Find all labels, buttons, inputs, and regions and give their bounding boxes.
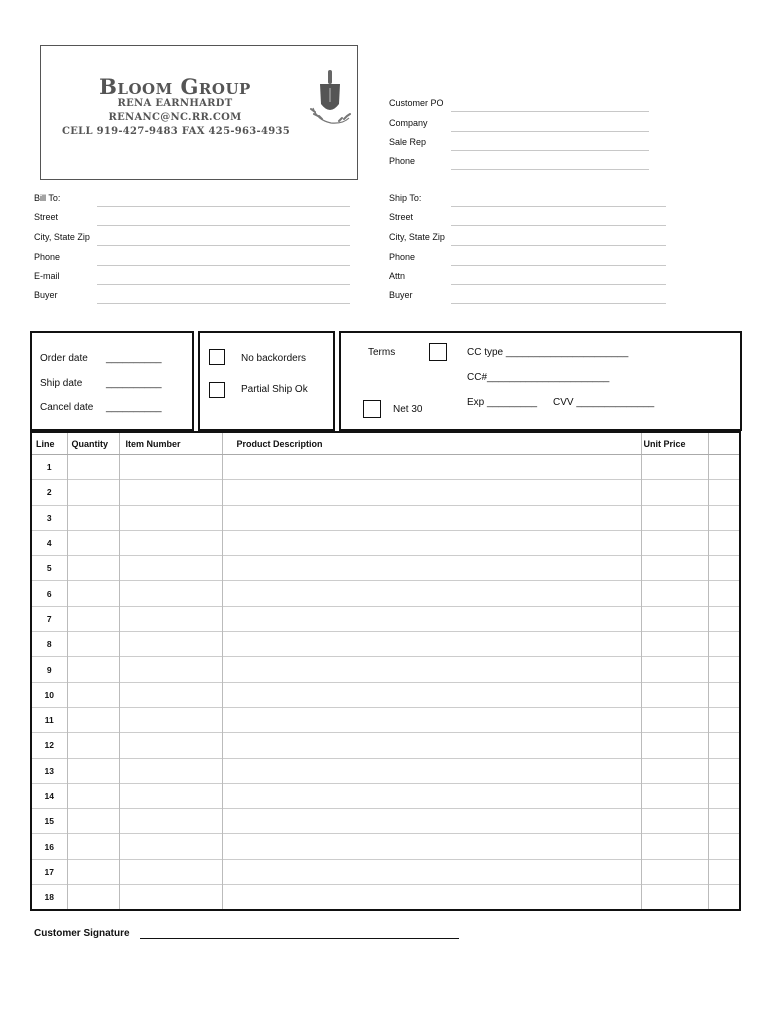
extra-cell[interactable] [708,682,739,707]
col-line: Line [32,433,67,455]
quantity-cell[interactable] [67,758,119,783]
terms-checkbox[interactable] [429,343,447,361]
ship-to-label: Ship To: [389,193,422,203]
line-cell: 5 [32,556,67,581]
customer-po-field[interactable] [451,111,649,112]
table-row [32,530,739,555]
partial-ship-checkbox[interactable] [209,382,225,398]
extra-cell[interactable] [708,581,739,606]
table-row [32,606,739,631]
col-extra [708,433,739,455]
bill-to-field[interactable] [97,206,350,207]
line-items-table [30,431,741,911]
unit-price-cell[interactable] [641,606,708,631]
item-number-cell[interactable] [119,783,222,808]
ship-attn-label: Attn [389,271,406,281]
bill-buyer-label: Buyer [34,290,58,300]
payment-panel [339,331,742,431]
dates-panel [30,331,194,431]
bill-street-label: Street [34,212,59,222]
item-number-cell[interactable] [119,657,222,682]
unit-price-cell[interactable] [641,809,708,834]
line-cell: 18 [32,885,67,910]
item-number-cell[interactable] [119,530,222,555]
description-cell[interactable] [222,682,641,707]
line-cell: 2 [32,480,67,505]
description-cell[interactable] [222,530,641,555]
line-cell: 15 [32,809,67,834]
unit-price-cell[interactable] [641,859,708,884]
table-row [32,834,739,859]
unit-price-cell[interactable] [641,455,708,480]
item-number-cell[interactable] [119,556,222,581]
extra-cell[interactable] [708,632,739,657]
line-cell: 12 [32,733,67,758]
item-number-cell[interactable] [119,809,222,834]
bill-phone-field[interactable] [97,265,350,266]
cvv-field[interactable]: CVV ______________ [553,397,655,408]
item-number-cell[interactable] [119,834,222,859]
ship-street-label: Street [389,212,414,222]
ship-buyer-label: Buyer [389,290,413,300]
table-row [32,581,739,606]
table-row [32,556,739,581]
description-cell[interactable] [222,859,641,884]
item-number-cell[interactable] [119,455,222,480]
item-number-cell[interactable] [119,733,222,758]
item-number-cell[interactable] [119,606,222,631]
table-row [32,657,739,682]
table-row [32,707,739,732]
line-cell: 3 [32,505,67,530]
bill-to-label: Bill To: [34,193,61,203]
cc-number-field[interactable]: CC#______________________ [467,372,610,383]
ship-attn-field[interactable] [451,284,666,285]
description-cell[interactable] [222,885,641,910]
line-cell: 4 [32,530,67,555]
item-number-cell[interactable] [119,632,222,657]
quantity-cell[interactable] [67,783,119,808]
terms-label: Terms [368,347,396,358]
ship-street-field[interactable] [451,225,666,226]
cancel-date-field[interactable]: __________ [106,402,162,413]
extra-cell[interactable] [708,859,739,884]
line-cell: 17 [32,859,67,884]
net30-label: Net 30 [393,404,423,415]
line-cell: 13 [32,758,67,783]
item-number-cell[interactable] [119,505,222,530]
description-cell[interactable] [222,758,641,783]
net30-checkbox[interactable] [363,400,381,418]
cancel-date-label: Cancel date [40,402,94,413]
item-number-cell[interactable] [119,707,222,732]
description-cell[interactable] [222,733,641,758]
quantity-cell[interactable] [67,834,119,859]
description-cell[interactable] [222,657,641,682]
col-unit-price: Unit Price [641,433,708,455]
table-row [32,809,739,834]
line-cell: 7 [32,606,67,631]
company-label: Company [389,118,428,128]
customer-signature-field[interactable] [140,938,459,939]
cc-type-field[interactable]: CC type ______________________ [467,347,629,358]
bill-email-field[interactable] [97,284,350,285]
unit-price-cell[interactable] [641,733,708,758]
extra-cell[interactable] [708,505,739,530]
ship-city-field[interactable] [451,245,666,246]
quantity-cell[interactable] [67,809,119,834]
line-cell: 1 [46,462,52,473]
ship-date-label: Ship date [40,378,83,389]
phone-label: Phone [389,156,416,166]
bill-phone-label: Phone [34,252,61,262]
ship-phone-field[interactable] [451,265,666,266]
description-cell[interactable] [222,632,641,657]
unit-price-cell[interactable] [641,480,708,505]
unit-price-cell[interactable] [641,657,708,682]
unit-price-cell[interactable] [641,581,708,606]
quantity-cell[interactable] [67,455,119,480]
quantity-cell[interactable] [67,606,119,631]
sale-rep-label: Sale Rep [389,137,427,147]
description-cell[interactable] [222,505,641,530]
line-cell: 8 [32,632,67,657]
col-product-description: Product Description [222,433,641,455]
unit-price-cell[interactable] [641,758,708,783]
trowel-icon [309,68,351,132]
unit-price-cell[interactable] [641,885,708,910]
unit-price-cell[interactable] [641,632,708,657]
bill-street-field[interactable] [97,225,350,226]
description-cell[interactable] [222,455,641,480]
table-row [32,455,739,480]
no-backorders-checkbox[interactable] [209,349,225,365]
table-row [32,632,739,657]
line-cell: 16 [32,834,67,859]
item-number-cell[interactable] [119,758,222,783]
bill-city-field[interactable] [97,245,350,246]
order-date-label: Order date [40,353,88,364]
quantity-cell[interactable] [67,556,119,581]
shipping-options-panel [198,331,335,431]
extra-cell[interactable] [708,606,739,631]
unit-price-cell[interactable] [641,556,708,581]
description-cell[interactable] [222,707,641,732]
unit-price-cell[interactable] [641,505,708,530]
line-cell: 10 [32,682,67,707]
unit-price-cell[interactable] [641,707,708,732]
bill-email-label: E-mail [34,271,60,281]
table-row [32,885,739,910]
line-cell: 14 [32,783,67,808]
unit-price-cell[interactable] [641,530,708,555]
extra-cell[interactable] [708,657,739,682]
col-item-number: Item Number [119,433,222,455]
table-row [32,859,739,884]
extra-cell[interactable] [708,530,739,555]
table-row [32,505,739,530]
company-name: Bloom Group [99,74,251,99]
company-field[interactable] [451,131,649,132]
item-number-cell[interactable] [119,885,222,910]
item-number-cell[interactable] [119,682,222,707]
logo-card [40,45,358,180]
table-body [32,455,739,910]
quantity-cell[interactable] [67,505,119,530]
description-cell[interactable] [222,783,641,808]
quantity-cell[interactable] [67,632,119,657]
quantity-cell[interactable] [67,480,119,505]
item-number-cell[interactable] [119,581,222,606]
table-row [32,783,739,808]
extra-cell[interactable] [708,885,739,910]
quantity-cell[interactable] [67,885,119,910]
extra-cell[interactable] [708,809,739,834]
quantity-cell[interactable] [67,581,119,606]
extra-cell[interactable] [708,556,739,581]
quantity-cell[interactable] [67,682,119,707]
customer-signature-label: Customer Signature [34,928,130,939]
col-quantity: Quantity [67,433,119,455]
description-cell[interactable] [222,556,641,581]
contact-name: RENA EARNHARDT [117,98,233,109]
contact-phone-fax: CELL 919-427-9483 FAX 425-963-4935 [61,126,291,137]
item-number-cell[interactable] [119,480,222,505]
extra-cell[interactable] [708,455,739,480]
unit-price-cell[interactable] [641,682,708,707]
ship-buyer-field[interactable] [451,303,666,304]
contact-email: RENANC@NC.RR.COM [108,112,242,123]
item-number-cell[interactable] [119,859,222,884]
description-cell[interactable] [222,581,641,606]
sale-rep-field[interactable] [451,150,649,151]
table-row [32,682,739,707]
ship-date-field[interactable]: __________ [106,378,162,389]
line-cell: 9 [32,657,67,682]
quantity-cell[interactable] [67,657,119,682]
quantity-cell[interactable] [67,707,119,732]
order-date-field[interactable]: __________ [106,353,162,364]
bill-buyer-field[interactable] [97,303,350,304]
customer-po-label: Customer PO [389,98,444,108]
extra-cell[interactable] [708,480,739,505]
ship-city-label: City, State Zip [389,232,445,242]
bill-city-label: City, State Zip [34,232,90,242]
unit-price-cell[interactable] [641,834,708,859]
ship-to-field[interactable] [451,206,666,207]
line-cell: 11 [32,707,67,732]
extra-cell[interactable] [708,783,739,808]
table-row [32,480,739,505]
partial-ship-label: Partial Ship Ok [241,384,308,395]
table-row [32,733,739,758]
unit-price-cell[interactable] [641,783,708,808]
phone-field[interactable] [451,169,649,170]
quantity-cell[interactable] [67,859,119,884]
extra-cell[interactable] [708,733,739,758]
table-row [32,758,739,783]
exp-field[interactable]: Exp _________ [467,397,538,408]
no-backorders-label: No backorders [241,353,307,364]
extra-cell[interactable] [708,758,739,783]
quantity-cell[interactable] [67,733,119,758]
line-cell: 6 [32,581,67,606]
description-cell[interactable] [222,809,641,834]
extra-cell[interactable] [708,707,739,732]
description-cell[interactable] [222,834,641,859]
description-cell[interactable] [222,606,641,631]
table-header [32,433,739,455]
ship-phone-label: Phone [389,252,416,262]
extra-cell[interactable] [708,834,739,859]
quantity-cell[interactable] [67,530,119,555]
description-cell[interactable] [222,480,641,505]
